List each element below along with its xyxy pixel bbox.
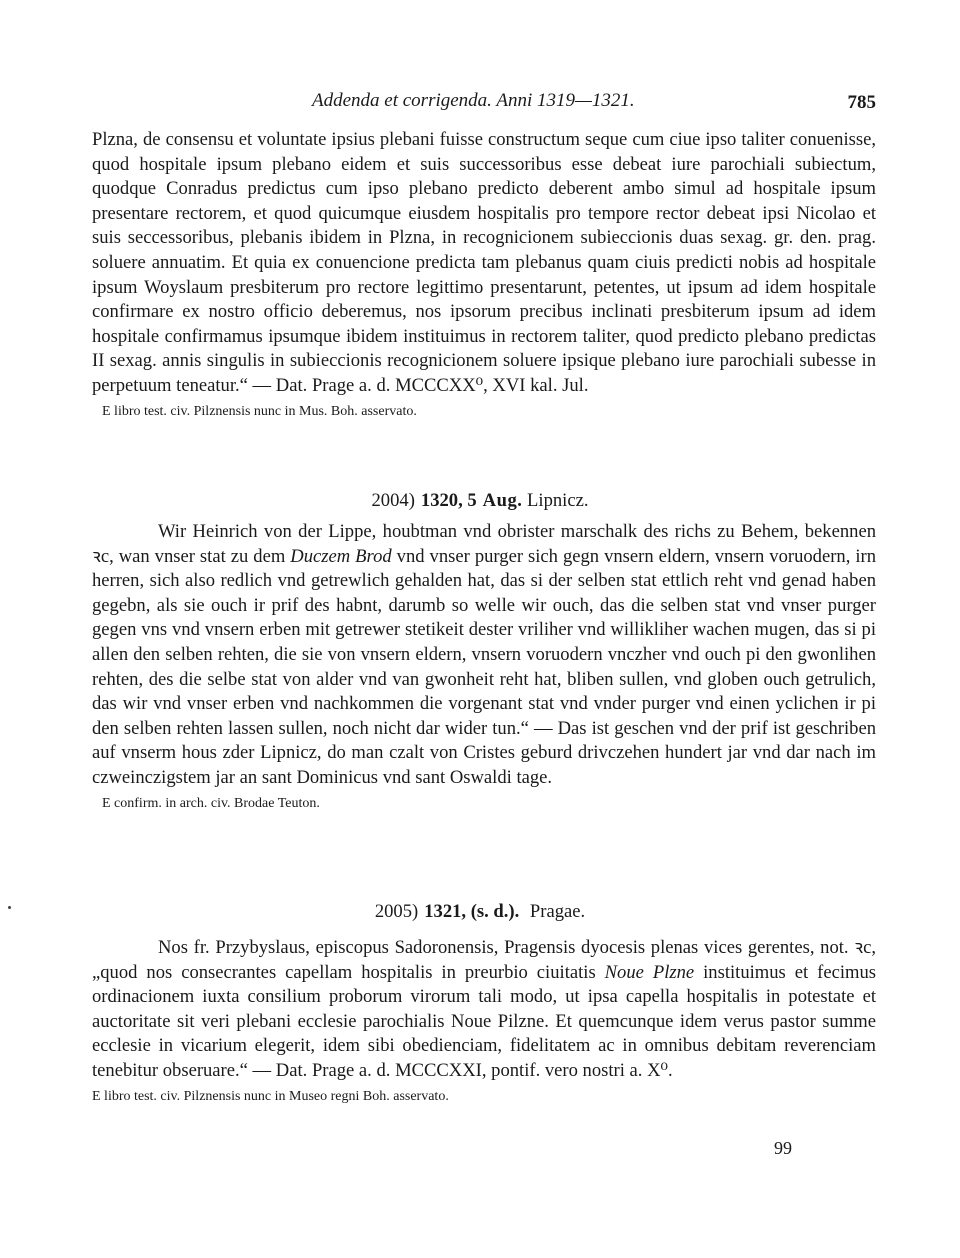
document-2004-body [92,520,876,814]
running-title: Addenda et corrigenda. Anni 1319—1321. [312,90,635,111]
previous-document-continuation [92,128,876,422]
document-2004-heading [0,488,960,514]
place-name-italic: Duczem Brod [290,545,392,567]
text-segment: Nos fr. Przybyslaus, episcopus Sadoronensis, Pragensis dyocesis plenas vices gerentes, not. ꝛc, „quod nos consecrantes capellam hospitalis in preurbio ciuitatis [92,937,876,983]
text-segment: instituimus et fecimus ordinacionem iuxta consilium proborum virorum tali modo, ut ipsa capella hospitalis in potestate et auctoritate sit veri plebani ecclesie parochialis Noue Pilzne. Et quemcunque idem verus pastor summe ecclesie in vicarium elegerit, idem sibi obedienciam, fidelitatem ac in omnibus debitam reverenciam tenebitur obseruare.“ — Dat. Prage a. d. MCCCXXI, pontif. vero nostri a. X⁰. [92,961,876,1081]
document-2005-source: E libro test. civ. Pilznensis nunc in Museo regni Boh. asservato. [92,1088,449,1104]
document-2005-heading [0,899,960,925]
document-number: 2005) [374,901,419,922]
margin-speck [8,906,11,909]
document-date: 1321, (s. d.). [424,901,520,922]
document-place: Lipnicz. [527,490,589,511]
document-date: 1320, 5 [420,490,477,511]
document-number: 2004) [371,490,415,511]
signature-mark: 99 [774,1138,792,1158]
document-2005-body [92,936,876,1107]
text-segment: Wir Heinrich von der Lippe, houbtman vnd obrister marschalk des richs zu Behem, bekennen ꝛc, wan vnser stat zu dem [92,521,876,567]
previous-document-text: Plzna, de consensu et voluntate ipsius plebani fuisse constructum seque cum ciue ipso taliter conuenisse, quod hospitale ipsum plebano eidem et suis successoribus esse debeat iure parochiali subiectum, quodque Conradus predictus cum ipso plebano predicto deberent ambo simul ad hospitale ipsum presentare rectorem, et quod quicumque eiusdem hospitalis pro tempore rector debeat ipsi Nicolao et suis seccessoribus, plebanis ibidem in Plzna, in recognicionem subieccionis duas sexag. gr. den. prag. soluere annuatim. Et quia ex conuencione predicta tam plebanus quam ciuis predicti nobis ad hospitale ipsum Woyslaum presbiterum pro rectore legittimo presentarunt, petentes, ut ipsum ad idem hospitale confirmare ex nostro officio deberemus, nos ipsorum precibus inclinati presbiterum ipsum ad idem hospitale confirmamus ipsumque ibidem instituimus in rectorem taliter, quod predicto plebano predictas II sexag. annis singulis in subieccionis recognicionem soluere ipsique plebano iure parochiali subesse in perpetuum teneatur.“ — Dat. Prage a. d. MCCCXX⁰, XVI kal. Jul. [92,129,876,396]
document-2004-text [92,520,876,791]
page-number: 785 [847,92,876,113]
document-2004-source: E confirm. in arch. civ. Brodae Teuton. [102,795,320,811]
running-head [0,90,960,118]
document-month: Aug. [482,490,523,511]
document-place: Pragae. [529,901,586,922]
place-name-italic: Noue Plzne [604,961,695,983]
previous-document-source: E libro test. civ. Pilznensis nunc in Mus. Boh. asservato. [102,403,417,419]
document-2005-text [92,936,876,1084]
text-segment: vnd vnser purger sich gegn vnsern eldern, vnsern voruodern, irn herren, sich also redlich vnd getrewlich gehalden hat, das si der selben stat ettlich reht vnd genad haben gegebn, als sie ouch ir prif des habnt, darumb so welle wir ouch, das die selben stat vnd vnser purger gegen vns vnd vnsern erben mit getrewer stetikeit dester vriliher vnd willikliher wachen mugen, das si pi allen den selben rehten, die sie von vnsern eldern, vnsern voruodern vnczher vnd ouch pi den gwonlihen rehten, des die selbe stat von alder vnd van gwonheit reht hat, bliben sullen, vnd globen ouch getrulich, das wir vnd vnser erben vnd nachkommen die vorgenant stat vnd vnder purger vnd einen yclichen ir pi den selben rehten lassen sullen, noch nicht dar wider tun.“ — Das ist geschen vnd der prif ist geschriben auf vnserm hous zder Lipnicz, do man czalt von Cristes geburd drivczehen hundert jar vnd dar nach im czweinczigstem jar an sant Dominicus vnd sant Oswaldi tage. [92,545,877,788]
